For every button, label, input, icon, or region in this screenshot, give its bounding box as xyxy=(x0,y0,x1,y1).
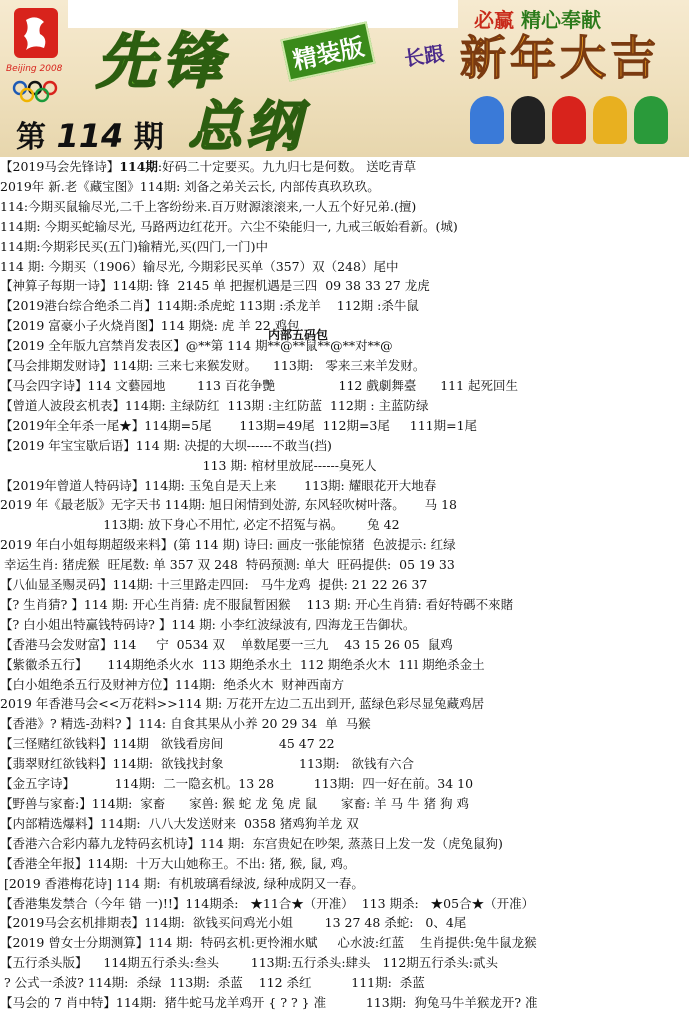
text-line xyxy=(0,217,689,237)
text-line xyxy=(0,476,689,496)
text-line xyxy=(0,993,689,1013)
text-line xyxy=(0,694,689,714)
text-line xyxy=(0,754,689,774)
title-bottom: 总纲 xyxy=(188,95,304,157)
text-line xyxy=(0,336,689,356)
issue-prefix: 第 xyxy=(16,120,46,155)
title-top: 先锋 xyxy=(96,27,228,97)
line-text: 【曾道人波段玄机表】114期: 主绿防红 113期 :主红防蓝 112期 : 主蓝防绿 xyxy=(0,398,429,413)
text-line xyxy=(0,814,689,834)
line-text: 【2019年全年杀一尾★】114期=5尾 113期=49尾 112期=3尾 111期=1尾 xyxy=(0,418,478,433)
line-text: 【2019 年宝宝歇后语】114 期: 决提的大坝------不敢当(挡) xyxy=(0,438,332,453)
mascot-red-icon xyxy=(552,96,586,144)
line-text: 【2019港台综合绝杀二肖】114期:杀虎蛇 113期 :杀龙羊 112期 :杀牛鼠 xyxy=(0,298,419,313)
line-text: 【五行杀头版】 114期五行杀头:叁头 113期:五行杀头:肆头 112期五行杀头:贰头 xyxy=(0,955,499,970)
issue-suffix: 期 xyxy=(133,120,164,155)
line-text: 【香港马会发财富】114 宁 0534 双 单数尾要一三九 43 15 26 05 鼠鸡 xyxy=(0,637,453,652)
line-text: 【香港》? 精选-劲料? 】114: 自食其果从小养 20 29 34 单 马猴 xyxy=(0,716,371,731)
text-line xyxy=(0,436,689,456)
text-line xyxy=(0,356,689,376)
text-line xyxy=(0,376,689,396)
line-text: 【马会排期发财诗】114期: 三来七来猴发财。 113期: 零来三来羊发财。 xyxy=(0,358,426,373)
text-line xyxy=(0,794,689,814)
line-text: 【野兽与家畜:】114期: 家畜 家兽: 猴 蛇 龙 兔 虎 鼠 家畜: 羊 马 牛 猪 狗 鸡 xyxy=(0,796,470,811)
text-line xyxy=(0,555,689,575)
line-text: 【2019 全年版九宫禁肖发表区】@**第 114 期**@**鼠**@**对**@ xyxy=(0,338,393,353)
line-text: 【2019 富豪小子火烧肖图】114 期烧: 虎 羊 22 鸡包 xyxy=(0,318,300,333)
text-line xyxy=(0,157,689,177)
overlay-stamp: 内部五码包 xyxy=(268,328,329,342)
title-badge: 精装版 xyxy=(280,21,375,81)
text-line xyxy=(0,257,689,277)
text-line xyxy=(0,515,689,535)
line-text: 【2019 曾女士分期测算】114 期: 特码玄机:更怜湘水赋 心水波:红蓝 生肖提供:兔牛鼠龙猴 xyxy=(0,935,537,950)
line-text: 113 期: 棺材里放屁------臭死人 xyxy=(0,458,377,473)
issue-number: 114 xyxy=(56,117,124,155)
olympic-caption: Beijing 2008 xyxy=(6,64,63,74)
slogan-part-2: 精心奉献 xyxy=(520,8,601,32)
mascot-blue-icon xyxy=(470,96,504,144)
text-line xyxy=(0,894,689,914)
line-text: 114期:今期彩民买(五门)输精光,买(四门,一门)中 xyxy=(0,239,269,254)
line-text: 【? 白小姐出特赢钱特码诗? 】114 期: 小李红波绿波有, 四海龙王告御状。 xyxy=(0,617,416,632)
line-text: 114 期: 今期买（1906）输尽光, 今期彩民买单（357）双（248）尾中 xyxy=(0,259,399,274)
line-text: 2019 年白小姐每期超级来料】(第 114 期) 诗曰: 画皮一张能惊猪 色波提示: 红绿 xyxy=(0,537,456,552)
line-text: [2019 香港梅花诗] 114 期: 有机玻璃看绿波, 绿种成阴又一春。 xyxy=(0,876,364,891)
line-text: 【白小姐绝杀五行及财神方位】114期: 绝杀火木 财神西南方 xyxy=(0,677,344,692)
big-name: 新年大吉 xyxy=(460,31,660,85)
line-text: 【香港全年报】114期: 十万大山她称王。不出: 猪, 猴, 鼠, 鸡。 xyxy=(0,856,356,871)
line-text: 【? 生肖猜? 】114 期: 开心生肖猜: 虎不服鼠暂困猴 113 期: 开心生肖猜: 看好特碼不來賭 xyxy=(0,597,514,612)
text-line xyxy=(0,237,689,257)
text-line xyxy=(0,854,689,874)
text-line xyxy=(0,575,689,595)
line-text: 2019年 新.老《藏宝图》114期: 刘备之弟关云长, 内部传真玖玖玖。 xyxy=(0,179,380,194)
slogan-part-1: 必赢 xyxy=(474,8,514,32)
text-line xyxy=(0,635,689,655)
text-line xyxy=(0,177,689,197)
line-text: 【2019年曾道人特码诗】114期: 玉兔自是天上来 113期: 耀眼花开大地春 xyxy=(0,478,437,493)
line-text: 2019 年《最老版》无字天书 114期: 旭日闲情到处游, 东风轻吹树叶落。 马 18 xyxy=(0,497,457,512)
line-prefix: 【2019马会先锋诗】 xyxy=(0,159,120,174)
mascot-yellow-icon xyxy=(593,96,627,144)
text-line xyxy=(0,834,689,854)
text-line xyxy=(0,655,689,675)
text-line xyxy=(0,874,689,894)
line-text: :好码二十定要买。九九归七是何数。 送吃青草 xyxy=(157,159,417,174)
line-text: 【2019马会玄机排期表】114期: 欲钱买问鸡光小姐 13 27 48 杀蛇: 0、4尾 xyxy=(0,915,467,930)
line-text: 【马会四字诗】114 文藝园地 113 百花争艷 112 戲劇舞臺 111 起死回生 xyxy=(0,378,519,393)
text-line xyxy=(0,316,689,336)
line-text: 幸运生肖: 猪虎猴 旺尾数: 单 357 双 248 特码预测: 单大 旺码提供: 05 19 33 xyxy=(0,557,455,572)
line-text: 【香港六合彩内幕九龙特码玄机诗】114 期: 东宫贵妃在吵架, 蒸蒸日上发一发（虎兔鼠狗) xyxy=(0,836,503,851)
text-line xyxy=(0,973,689,993)
text-line xyxy=(0,913,689,933)
text-line xyxy=(0,416,689,436)
text-line xyxy=(0,276,689,296)
mascot-black-icon xyxy=(511,96,545,144)
text-line xyxy=(0,296,689,316)
text-line xyxy=(0,535,689,555)
line-text: ? 公式一杀波? 114期: 杀绿 113期: 杀蓝 112 杀红 111期: 杀蓝 xyxy=(0,975,425,990)
text-line xyxy=(0,197,689,217)
line-text: 【内部精选爆料】114期: 八八大发送财来 0358 猪鸡狗羊龙 双 xyxy=(0,816,359,831)
line-text: 【马会的 7 肖中特】114期: 猪牛蛇马龙羊鸡开 { ? ? } 准 113期: 狗兔马牛羊猴龙开? 准 xyxy=(0,995,538,1010)
text-line xyxy=(0,675,689,695)
line-text: 113期: 放下身心不用忙, 必定不招冤与祸。 兔 42 xyxy=(0,517,400,532)
line-text: 【金五字诗】 114期: 二一隐玄机。13 28 113期: 四一好在前。34 10 xyxy=(0,776,474,791)
mascot-green-icon xyxy=(634,96,668,144)
mascot-figures xyxy=(470,96,670,148)
line-text: 【翡翠财红欲钱料】114期: 欲钱找封象 113期: 欲钱有六合 xyxy=(0,756,415,771)
text-line xyxy=(0,953,689,973)
line-bold: 114期 xyxy=(119,159,158,174)
text-line xyxy=(0,595,689,615)
follow-text: 长跟 xyxy=(402,41,446,71)
line-text: 2019 年香港马会<<万花料>>114 期: 万花开左边二五出到开, 蓝绿色彩尽显兔藏鸡居 xyxy=(0,696,485,711)
line-text: 【八仙显圣赐灵码】114期: 十三里路走四回: 马牛龙鸡 提供: 21 22 26 37 xyxy=(0,577,428,592)
text-line xyxy=(0,714,689,734)
issue-label xyxy=(16,112,164,156)
text-line xyxy=(0,396,689,416)
beijing-olympic-emblem-icon xyxy=(8,6,66,114)
line-text: 114:今期买鼠输尽光,二千上客纷纷来.百万财源滚滚来,一人五个好兄弟.(擅) xyxy=(0,199,417,214)
header-banner xyxy=(0,0,689,157)
text-line xyxy=(0,933,689,953)
text-line xyxy=(0,734,689,754)
text-line xyxy=(0,774,689,794)
line-text: 【三怪赌红欲钱料】114期 欲钱看房间 45 47 22 xyxy=(0,736,335,751)
text-line xyxy=(0,495,689,515)
text-line xyxy=(0,615,689,635)
line-text: 【神算子每期一诗】114期: 锋 2145 单 把握机遇是三四 09 38 33 27 龙虎 xyxy=(0,278,430,293)
line-text: 114期: 今期买蛇输尽光, 马路两边红花开。六尘不染能归一, 九戒三皈始看新。(城) xyxy=(0,219,458,234)
line-text: 【香港集发禁合（今年 错 一)!!】114期杀: ★11合★（开准） 113 期杀: ★05合★（开准） xyxy=(0,896,535,911)
text-line xyxy=(0,456,689,476)
line-text: 【紫徽杀五行】 114期绝杀火水 113 期绝杀水土 112 期绝杀火木 11l 期绝杀金土 xyxy=(0,657,485,672)
